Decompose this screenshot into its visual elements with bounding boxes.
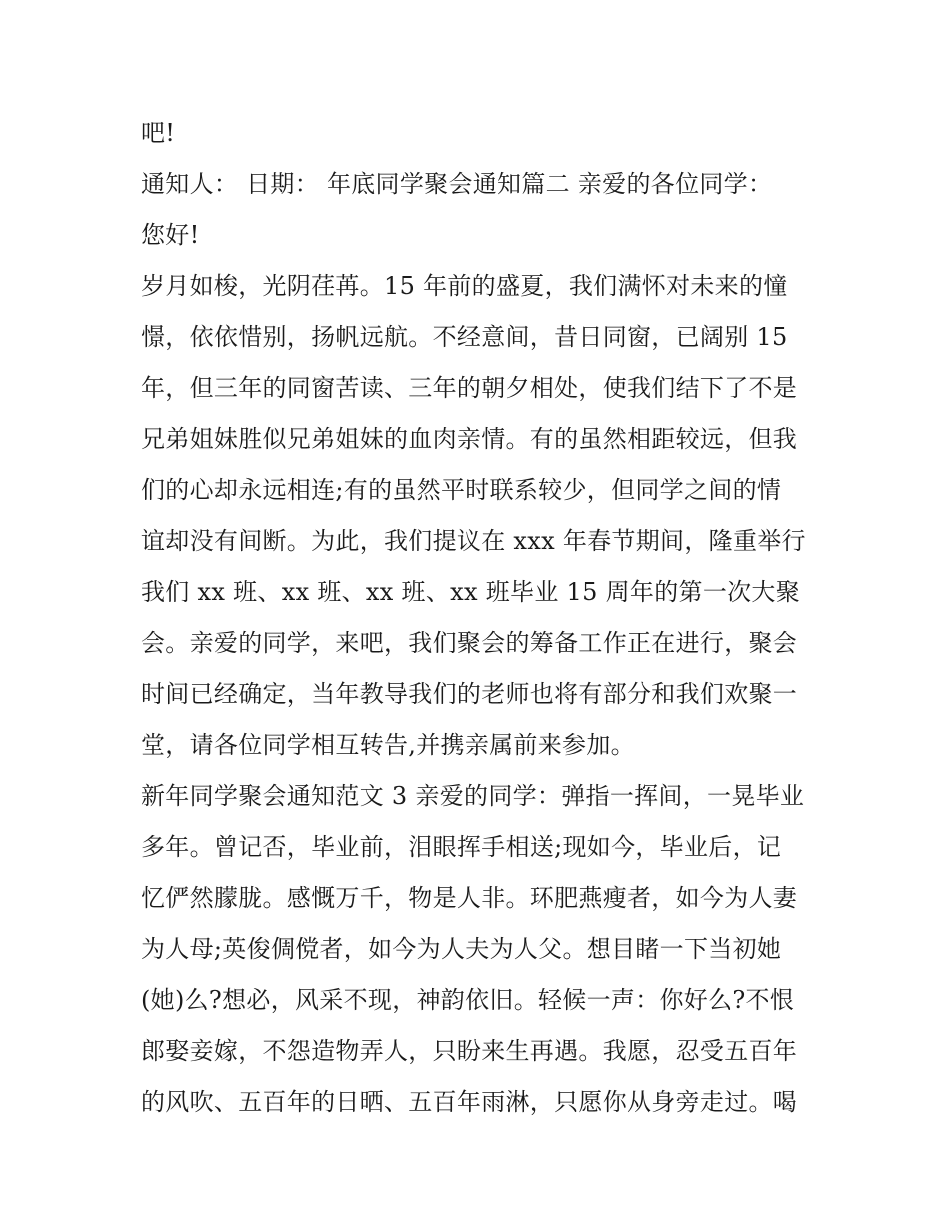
text-line: 谊却没有间断。为此，我们提议在 xxx 年春节期间，隆重举行: [141, 527, 806, 555]
text-line: 我们 xx 班、xx 班、xx 班、xx 班毕业 15 周年的第一次大聚: [141, 578, 801, 606]
text-line: 憬，依依惜别，扬帆远航。不经意间，昔日同窗，已阔别 15: [141, 323, 788, 351]
body-text: [141, 108, 821, 1128]
text-line: 通知人： 日期： 年底同学聚会通知篇二 亲爱的各位同学：: [141, 170, 773, 198]
text-line: 岁月如梭，光阴荏苒。15 年前的盛夏，我们满怀对未来的憧: [141, 272, 788, 300]
text-line: 为人母;英俊倜傥者，如今为人夫为人父。想目睹一下当初她: [141, 935, 782, 963]
text-line: (她)么?想必，风采不现，神韵依旧。轻候一声：你好么?不恨: [141, 986, 795, 1014]
text-line: 时间已经确定，当年教导我们的老师也将有部分和我们欢聚一: [141, 680, 798, 708]
text-line: 会。亲爱的同学，来吧，我们聚会的筹备工作正在进行，聚会: [141, 629, 798, 657]
text-line: 年，但三年的同窗苦读、三年的朝夕相处，使我们结下了不是: [141, 374, 798, 402]
text-line: 郎娶妾嫁，不怨造物弄人，只盼来生再遇。我愿，忍受五百年: [141, 1037, 798, 1065]
text-line: 多年。曾记否，毕业前，泪眼挥手相送;现如今，毕业后，记: [141, 833, 782, 861]
text-line: 的风吹、五百年的日晒、五百年雨淋，只愿你从身旁走过。喝: [141, 1088, 798, 1116]
text-line: 您好!: [141, 221, 200, 249]
text-line: 新年同学聚会通知范文 3 亲爱的同学：弹指一挥间，一晃毕业: [141, 782, 805, 810]
text-line: 忆俨然朦胧。感慨万千，物是人非。环肥燕瘦者，如今为人妻: [141, 884, 798, 912]
text-line: 兄弟姐妹胜似兄弟姐妹的血肉亲情。有的虽然相距较远，但我: [141, 425, 798, 453]
text-line: 吧!: [141, 119, 176, 147]
text-line: 堂，请各位同学相互转告,并携亲属前来参加。: [141, 731, 635, 759]
text-line: 们的心却永远相连;有的虽然平时联系较少，但同学之间的情: [141, 476, 782, 504]
